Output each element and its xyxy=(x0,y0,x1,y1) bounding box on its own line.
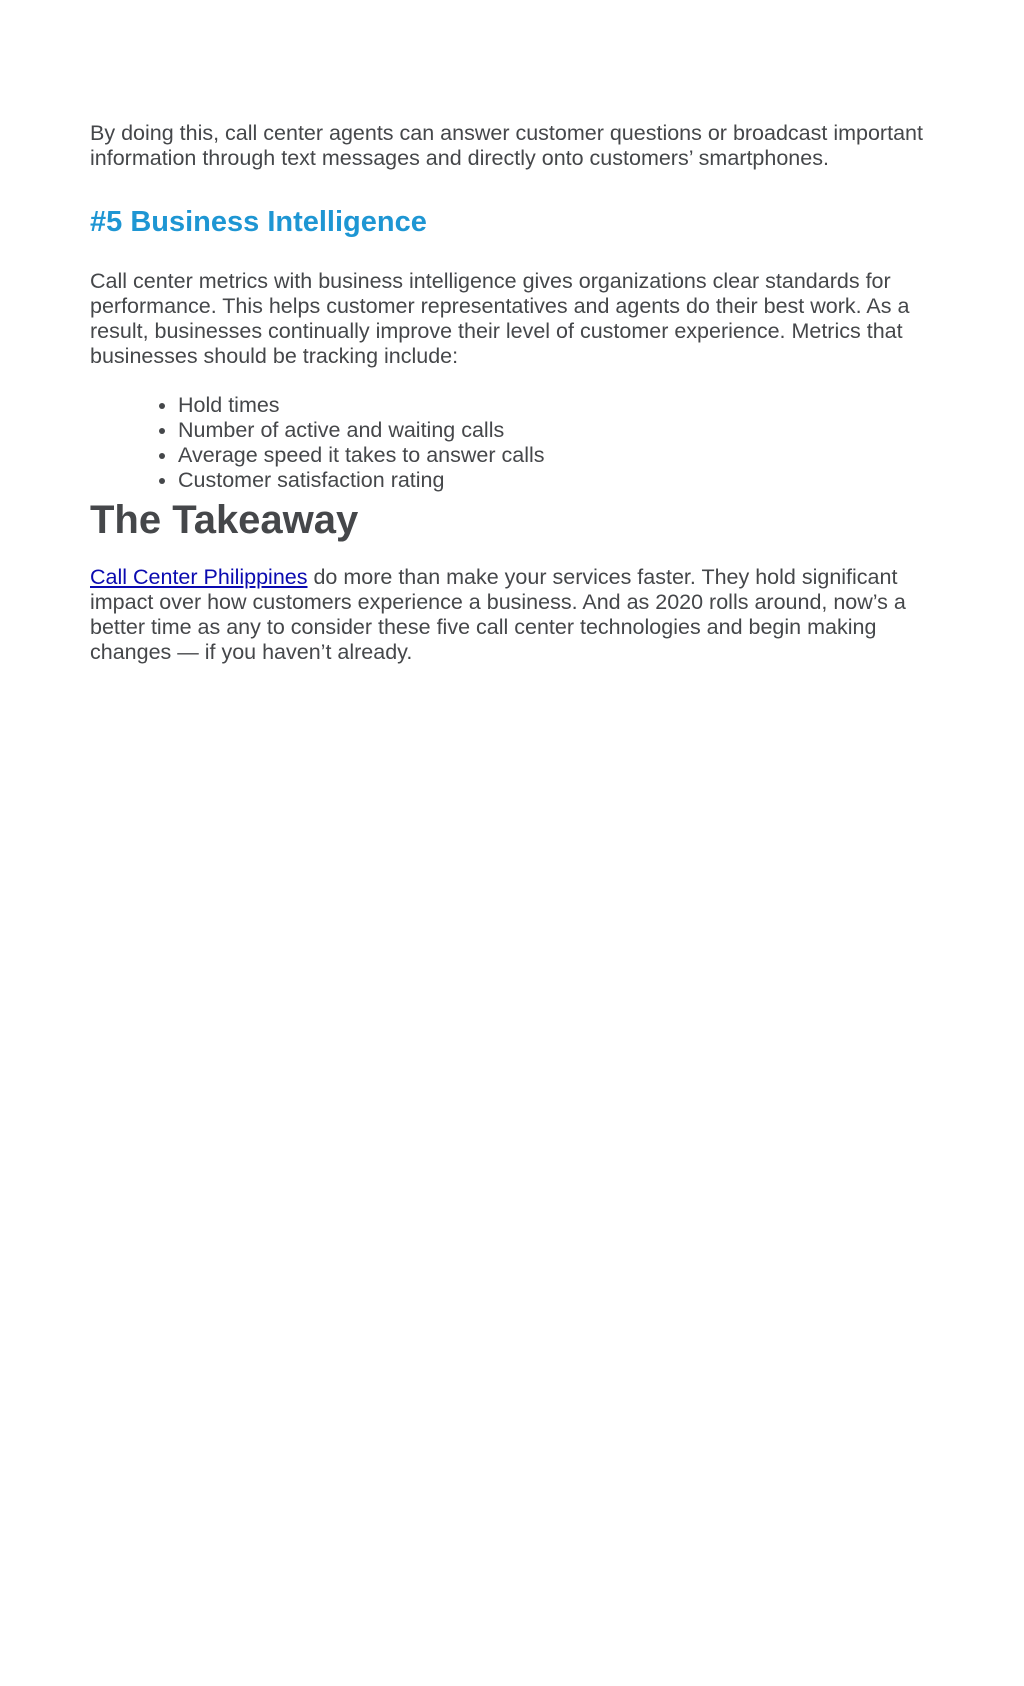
document-page xyxy=(90,121,950,665)
list-item: • Number of active and waiting calls xyxy=(178,418,950,443)
list-item: • Average speed it takes to answer calls xyxy=(178,443,950,468)
takeaway-paragraph-text: do more than make your services faster. They hold significant impact over how customers experience a business. And as 2020 rolls around, now’s a better time as any to consider these five call center technologies and begin making changes — if you haven’t already. xyxy=(90,565,906,664)
call-center-philippines-link[interactable]: Call Center Philippines xyxy=(90,565,308,589)
business-intelligence-paragraph: Call center metrics with business intelligence gives organizations clear standards for performance. This helps customer representatives and agents do their best work. As a result, businesses continually improve their level of customer experience. Metrics that businesses should be tracking include: xyxy=(90,269,910,368)
takeaway-heading: The Takeaway xyxy=(90,498,359,542)
list-item: • Customer satisfaction rating xyxy=(178,468,950,493)
section-heading-business-intelligence: #5 Business Intelligence xyxy=(90,206,427,238)
list-item: • Hold times xyxy=(178,393,950,418)
takeaway-paragraph xyxy=(90,565,950,665)
intro-paragraph: By doing this, call center agents can answer customer questions or broadcast important information through text messages and directly onto customers’ smartphones. xyxy=(90,121,923,170)
metrics-list xyxy=(90,393,950,493)
